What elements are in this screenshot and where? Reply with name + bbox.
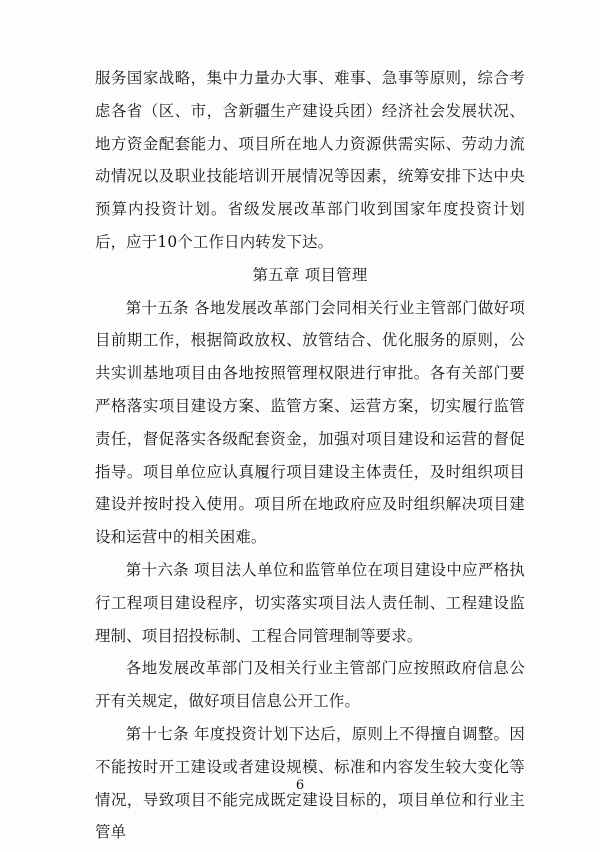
paragraph-article-15: 第十五条 各地发展改革部门会同相关行业主管部门做好项目前期工作，根据简政放权、放管结合、优化服务的原则，公共实训基地项目由各地按照管理权限进行审批。各有关部门要严格落实项目建设方案、监管方案、运营方案，切实履行监管责任，督促落实各级配套资金，加强对项目建设和运营的督促指导。项目单位应认真履行项目建设主体责任，及时组织项目建设并按时投入使用。项目所在地政府应及时组织解决项目建设和运营中的相关困难。 bbox=[95, 298, 525, 547]
document-body bbox=[95, 62, 525, 849]
paragraph-article-16: 第十六条 项目法人单位和监管单位在项目建设中应严格执行工程项目建设程序，切实落实项目法人责任制、工程建设监理制、项目招投标制、工程合同管理制等要求。 bbox=[95, 560, 525, 645]
chapter-heading: 第五章 项目管理 bbox=[252, 265, 368, 284]
paragraph-fund-allocation: 服务国家战略，集中力量办大事、难事、急事等原则，综合考虑各省（区、市，含新疆生产建设兵团）经济社会发展状况、地方资金配套能力、项目所在地人力资源供需实际、劳动力流动情况以及职业技能培训开展情况等因素，统筹安排下达中央预算内投资计划。省级发展改革部门收到国家年度投资计划后，应于10个工作日内转发下达。 bbox=[95, 69, 525, 251]
paragraph-info-disclosure: 各地发展改革部门及相关行业主管部门应按照政府信息公开有关规定，做好项目信息公开工作。 bbox=[95, 659, 525, 711]
page-number: 6 bbox=[295, 778, 305, 793]
paragraph-article-17: 第十七条 年度投资计划下达后，原则上不得擅自调整。因不能按时开工建设或者建设规模、标准和内容发生较大变化等情况，导致项目不能完成既定建设目标的，项目单位和行业主管单 bbox=[95, 724, 525, 842]
